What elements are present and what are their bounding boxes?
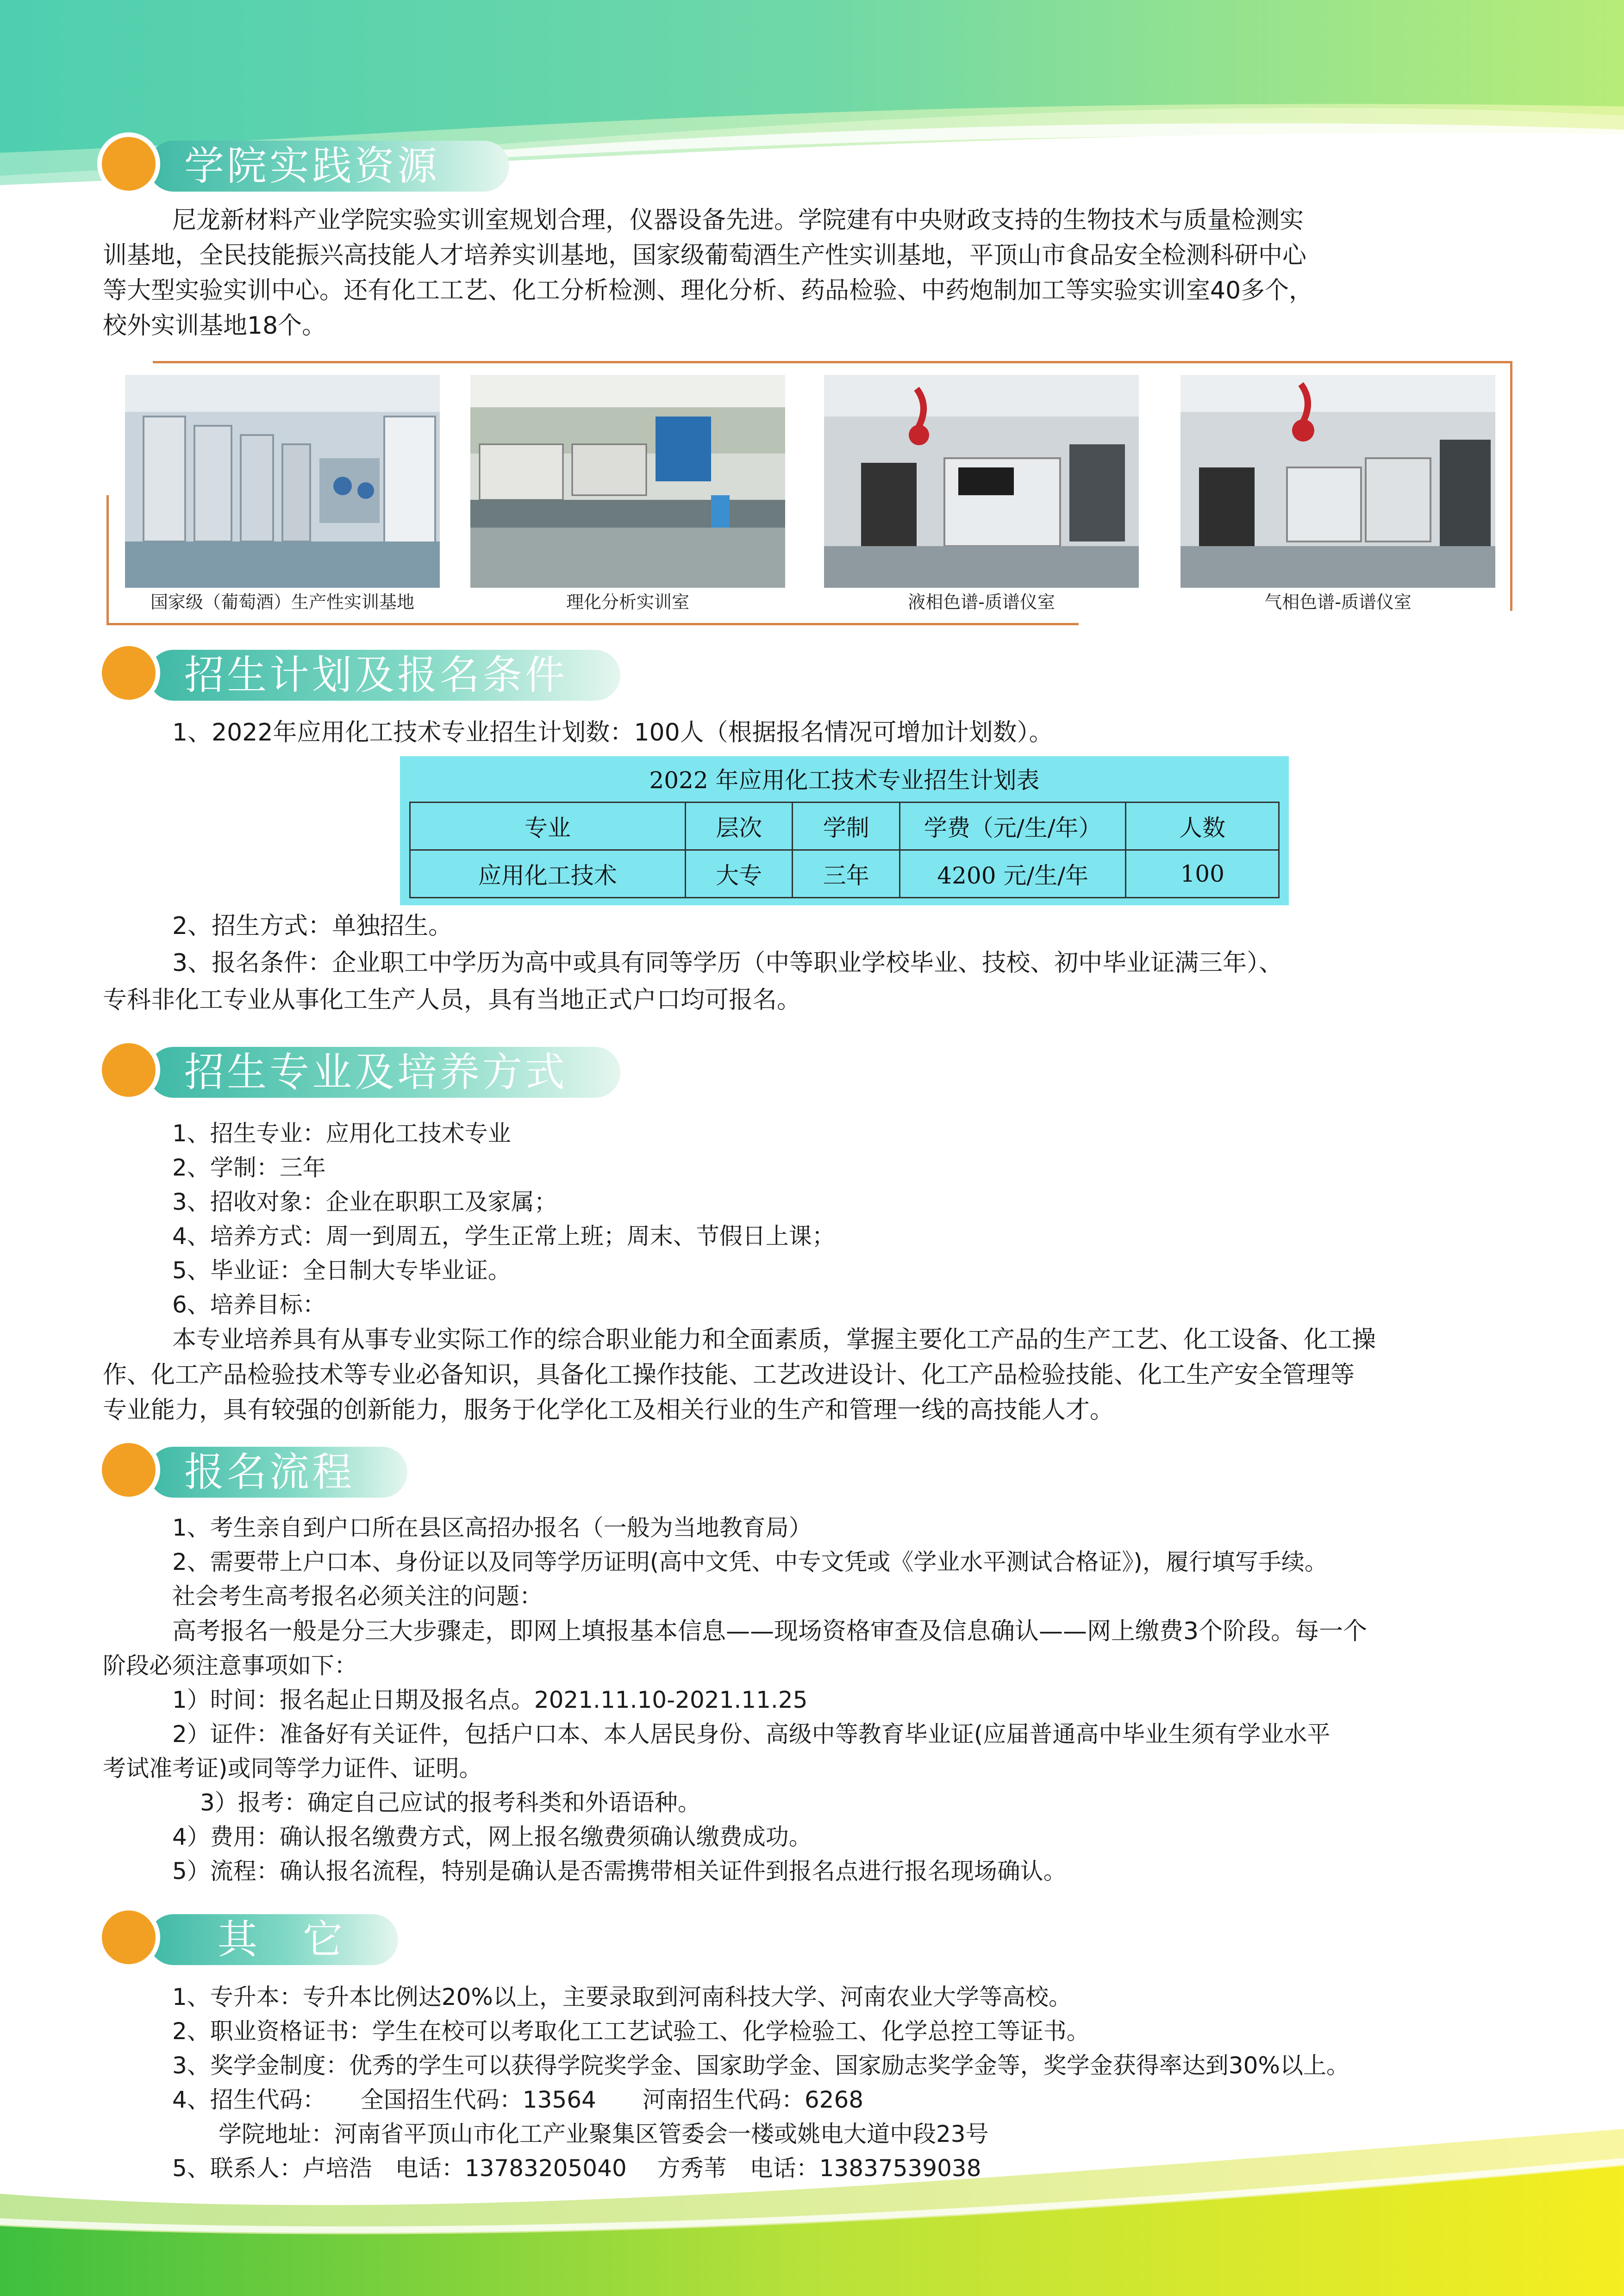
practice-line-4: 校外实训基地18个。 [103,312,326,340]
photo-caption: 液相色谱-质谱仪室 [908,592,1055,612]
table-cell: 4200 元/生/年 [900,850,1126,898]
other-line: 2、职业资格证书：学生在校可以考取化工工艺试验工、化学检验工、化学总控工等证书。 [172,2018,1090,2045]
photo-frame-bottom [106,623,1079,625]
practice-line-2: 训基地，全民技能振兴高技能人才培养实训基地，国家级葡萄酒生产性实训基地，平顶山市食品安全检测科研中心 [103,242,1307,269]
photo-caption: 理化分析实训室 [566,592,689,612]
process-line: 5）流程：确认报名流程，特别是确认是否需携带相关证件到报名点进行报名现场确认。 [172,1858,1067,1885]
plan-line-1: 1、2022年应用化工技术专业招生计划数：100人（根据报名情况可增加计划数）。 [172,719,1053,747]
table-cell: 100 [1126,850,1279,898]
goal-line: 专业能力，具有较强的创新能力，服务于化学化工及相关行业的生产和管理一线的高技能人才。 [103,1396,1114,1424]
table-cell: 大专 [685,850,793,898]
section-title: 招生专业及培养方式 [184,1049,568,1095]
photo-physical-chemical-lab [470,375,785,588]
process-line: 考试准考证)或同等学力证件、证明。 [103,1755,482,1782]
plan-line-3b: 专科非化工专业从事化工生产人员，具有当地正式户口均可报名。 [103,986,801,1014]
section-title: 报名流程 [184,1449,355,1495]
goal-line: 作、化工产品检验技术等专业必备知识，具备化工操作技能、工艺改进设计、化工产品检验技能、化工生产安全管理等 [103,1361,1355,1389]
major-item: 3、招收对象：企业在职职工及家属； [172,1188,557,1215]
process-line: 1）时间：报名起止日期及报名点。2021.11.10-2021.11.25 [172,1686,808,1713]
section-header-plan [97,641,630,704]
process-line: 3）报考：确定自己应试的报考科类和外语语种。 [200,1789,701,1816]
section-title: 招生计划及报名条件 [184,652,568,698]
table-header-cell: 专业 [410,803,686,850]
table-header-row [410,803,1279,850]
section-title: 学院实践资源 [184,143,440,189]
process-line: 1、考生亲自到户口所在县区高招办报名（一般为当地教育局） [172,1514,812,1541]
process-line: 社会考生高考报名必须关注的问题： [172,1583,543,1610]
table-cell: 应用化工技术 [410,850,686,898]
table-title: 2022 年应用化工技术专业招生计划表 [649,767,1040,794]
section-header-dot [97,132,160,195]
section-header-dot [97,1906,160,1969]
major-item: 6、培养目标： [172,1291,326,1318]
table-header-cell: 人数 [1126,803,1279,850]
section-header-dot [97,1438,160,1501]
table-header-cell: 层次 [685,803,793,850]
process-line: 4）费用：确认报名缴费方式，网上报名缴费须确认缴费成功。 [172,1823,812,1850]
other-line: 4、招生代码： 全国招生代码：13564 河南招生代码：6268 [172,2086,864,2113]
table-cell: 三年 [793,850,900,898]
process-line: 2）证件：准备好有关证件，包括户口本、本人居民身份、高级中等教育毕业证(应届普通高中毕业生须有学业水平 [172,1721,1330,1748]
practice-line-1: 尼龙新材料产业学院实验实训室规划合理，仪器设备先进。学院建有中央财政支持的生物技术与质量检测实 [172,206,1304,234]
plan-table-grid [409,802,1280,898]
photo-lc-ms-room [824,375,1139,588]
table-row [410,850,1279,898]
other-line: 1、专升本：专升本比例达20%以上，主要录取到河南科技大学、河南农业大学等高校。 [172,1984,1072,2010]
other-line: 学院地址：河南省平顶山市化工产业聚集区管委会一楼或姚电大道中段23号 [219,2121,989,2147]
footer-decoration [0,2110,1624,2296]
other-line: 5、联系人：卢培浩 电话：13783205040 方秀苇 电话：13837539038 [172,2155,981,2182]
goal-line: 本专业培养具有从事专业实际工作的综合职业能力和全面素质，掌握主要化工产品的生产工艺、化工设备、化工操 [172,1326,1376,1354]
major-item: 5、毕业证：全日制大专毕业证。 [172,1257,511,1284]
major-item: 1、招生专业：应用化工技术专业 [172,1120,511,1147]
table-header-cell: 学制 [793,803,900,850]
photo-caption: 国家级（葡萄酒）生产性实训基地 [150,592,414,612]
section-header-process [97,1438,468,1501]
major-item: 4、培养方式：周一到周五，学生正常上班；周末、节假日上课； [172,1223,835,1250]
process-line: 高考报名一般是分三大步骤走，即网上填报基本信息——现场资格审查及信息确认——网上缴费3个阶段。每一个 [172,1618,1368,1645]
section-title: 其 它 [218,1916,345,1963]
photo-wine-production-base [125,375,440,588]
section-header-practice [97,132,514,195]
major-item: 2、学制：三年 [172,1154,326,1181]
process-line: 2、需要带上户口本、身份证以及同等学历证明(高中文凭、中专文凭或《学业水平测试合格证》)，履行填写手续。 [172,1549,1328,1575]
photo-frame-right [1510,361,1512,611]
section-header-dot [97,1039,160,1101]
photo-frame-top [153,361,1512,363]
other-line: 3、奖学金制度：优秀的学生可以获得学院奖学金、国家助学金、国家励志奖学金等，奖学金获得率达到30%以上。 [172,2052,1349,2079]
enrollment-plan-table [400,756,1289,905]
section-header-other [97,1906,468,1969]
practice-line-3: 等大型实验实训中心。还有化工工艺、化工分析检测、理化分析、药品检验、中药炮制加工等实验实训室40多个， [103,277,1313,305]
plan-line-3a: 3、报名条件：企业职工中学历为高中或具有同等学历（中等职业学校毕业、技校、初中毕业证满三年）、 [172,949,1283,977]
process-line: 阶段必须注意事项如下： [103,1652,357,1679]
photo-caption: 气相色谱-质谱仪室 [1264,592,1412,612]
section-header-major [97,1039,630,1101]
photo-gc-ms-room [1181,375,1495,588]
section-header-dot [97,641,160,704]
table-header-cell: 学费（元/生/年） [900,803,1126,850]
plan-line-2: 2、招生方式：单独招生。 [172,912,453,940]
photo-frame-left [106,495,109,625]
